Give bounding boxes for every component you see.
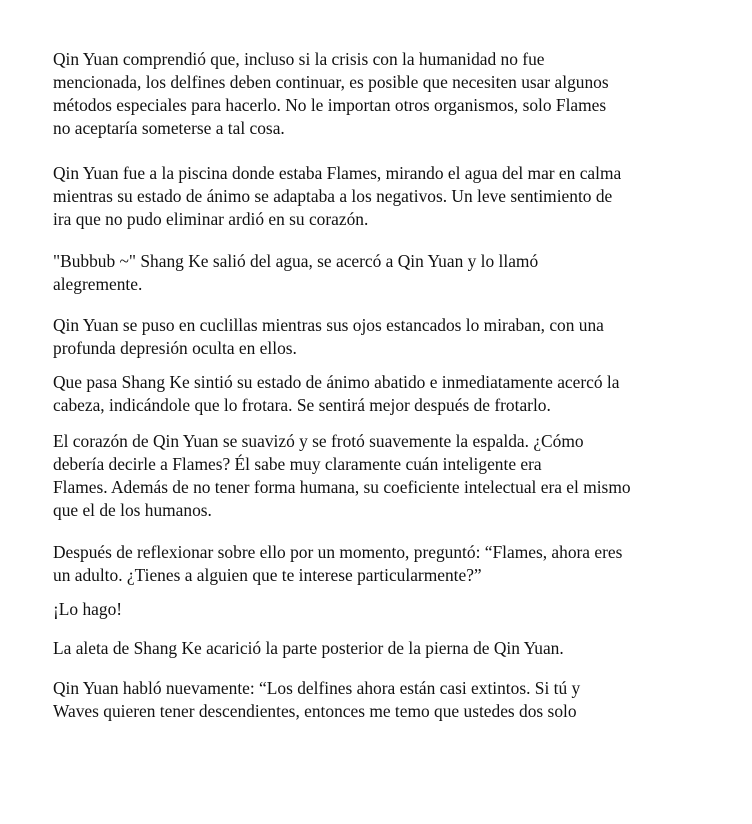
- paragraph-3: "Bubbub ~" Shang Ke salió del agua, se acercó a Qin Yuan y lo llamó alegremente.: [53, 251, 539, 294]
- paragraph-5: Que pasa Shang Ke sintió su estado de ánimo abatido e inmediatamente acercó la cabeza, indicándole que lo frotara. Se sentirá mejor después de frotarlo.: [53, 372, 620, 415]
- paragraph-7: Después de reflexionar sobre ello por un momento, preguntó: “Flames, ahora eres un adulto. ¿Tienes a alguien que te interese particularmente?”: [53, 542, 623, 585]
- paragraph-4: Qin Yuan se puso en cuclillas mientras sus ojos estancados lo miraban, con una profunda depresión oculta en ellos.: [53, 315, 604, 358]
- paragraph-2: Qin Yuan fue a la piscina donde estaba Flames, mirando el agua del mar en calma mientras su estado de ánimo se adaptaba a los negativos. Un leve sentimiento de ira que no pudo eliminar ardió en su corazón.: [53, 163, 622, 229]
- paragraph-1: Qin Yuan comprendió que, incluso si la crisis con la humanidad no fue mencionada, los delfines deben continuar, es posible que necesiten usar algunos métodos especiales para hacerlo. No le importan otros organismos, solo Flames no aceptaría someterse a tal cosa.: [53, 49, 609, 138]
- paragraph-10: Qin Yuan habló nuevamente: “Los delfines ahora están casi extintos. Si tú y Waves quieren tener descendientes, entonces me temo que ustedes dos solo: [53, 678, 581, 721]
- paragraph-6: El corazón de Qin Yuan se suavizó y se frotó suavemente la espalda. ¿Cómo debería decirle a Flames? Él sabe muy claramente cuán inteligente era Flames. Además de no tener forma humana, su coeficiente intelectual era el mismo que el de los humanos.: [53, 431, 631, 520]
- paragraph-9: La aleta de Shang Ke acarició la parte posterior de la pierna de Qin Yuan.: [53, 638, 564, 658]
- paragraph-8: ¡Lo hago!: [53, 599, 123, 619]
